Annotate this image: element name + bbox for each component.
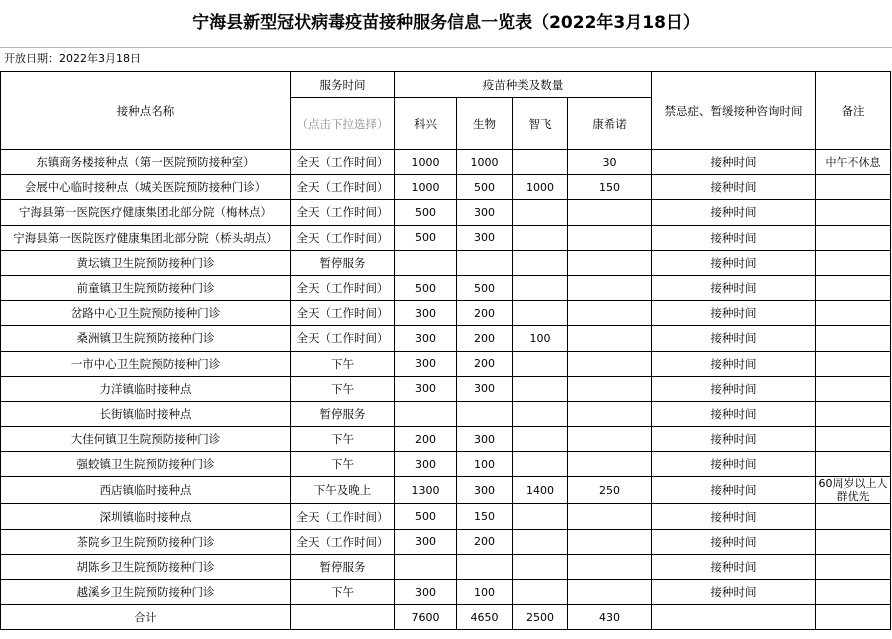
consult-cell: 接种时间 (652, 351, 816, 376)
site-name-cell: 会展中心临时接种点（城关医院预防接种门诊） (1, 175, 291, 200)
shengwu-cell: 300 (457, 376, 513, 401)
site-name-cell: 宁海县第一医院医疗健康集团北部分院（梅林点） (1, 200, 291, 225)
kangxinuo-cell (568, 529, 652, 554)
kangxinuo-cell (568, 427, 652, 452)
remark-cell: 中午不休息 (816, 150, 891, 175)
site-name-cell: 西店镇临时接种点 (1, 477, 291, 504)
remark-cell (816, 376, 891, 401)
service-time-cell[interactable]: 暂停服务 (291, 250, 395, 275)
zhifei-cell (513, 250, 568, 275)
shengwu-cell: 300 (457, 200, 513, 225)
page-title: 宁海县新型冠状病毒疫苗接种服务信息一览表（2022年3月18日） (0, 0, 892, 48)
header-kangxinuo: 康希诺 (568, 98, 652, 150)
service-time-cell[interactable]: 全天（工作时间） (291, 200, 395, 225)
shengwu-cell: 100 (457, 452, 513, 477)
total-zhifei: 2500 (513, 605, 568, 630)
consult-cell: 接种时间 (652, 175, 816, 200)
table-row (1, 250, 891, 275)
site-name-cell: 力洋镇临时接种点 (1, 376, 291, 401)
zhifei-cell (513, 150, 568, 175)
service-time-cell[interactable]: 全天（工作时间） (291, 275, 395, 300)
header-kexing: 科兴 (395, 98, 457, 150)
service-time-cell[interactable]: 下午 (291, 427, 395, 452)
vaccine-table (0, 71, 891, 630)
consult-cell: 接种时间 (652, 529, 816, 554)
zhifei-cell (513, 275, 568, 300)
service-time-cell[interactable]: 下午 (291, 580, 395, 605)
table-row (1, 504, 891, 529)
table-row (1, 401, 891, 426)
site-name-cell: 深圳镇临时接种点 (1, 504, 291, 529)
kexing-cell: 300 (395, 351, 457, 376)
site-name-cell: 长街镇临时接种点 (1, 401, 291, 426)
shengwu-cell: 300 (457, 225, 513, 250)
shengwu-cell (457, 554, 513, 579)
remark-cell (816, 452, 891, 477)
shengwu-cell: 200 (457, 529, 513, 554)
kangxinuo-cell (568, 580, 652, 605)
kexing-cell: 500 (395, 200, 457, 225)
zhifei-cell (513, 225, 568, 250)
kangxinuo-cell (568, 225, 652, 250)
kangxinuo-cell (568, 401, 652, 426)
consult-cell: 接种时间 (652, 275, 816, 300)
zhifei-cell (513, 351, 568, 376)
remark-cell (816, 427, 891, 452)
site-name-cell: 强蛟镇卫生院预防接种门诊 (1, 452, 291, 477)
table-row (1, 175, 891, 200)
kexing-cell (395, 554, 457, 579)
kangxinuo-cell (568, 200, 652, 225)
service-time-cell[interactable]: 全天（工作时间） (291, 529, 395, 554)
zhifei-cell (513, 529, 568, 554)
remark-cell (816, 250, 891, 275)
remark-cell: 60周岁以上人群优先 (816, 477, 891, 504)
kangxinuo-cell (568, 250, 652, 275)
shengwu-cell: 200 (457, 301, 513, 326)
shengwu-cell: 1000 (457, 150, 513, 175)
open-date: 开放日期：2022年3月18日 (4, 52, 141, 65)
total-kexing: 7600 (395, 605, 457, 630)
remark-cell (816, 275, 891, 300)
remark-cell (816, 175, 891, 200)
service-time-cell[interactable]: 全天（工作时间） (291, 301, 395, 326)
shengwu-cell: 200 (457, 326, 513, 351)
consult-cell: 接种时间 (652, 326, 816, 351)
remark-cell (816, 529, 891, 554)
remark-cell (816, 504, 891, 529)
kexing-cell: 500 (395, 504, 457, 529)
shengwu-cell: 500 (457, 275, 513, 300)
header-shengwu: 生物 (457, 98, 513, 150)
table-row (1, 554, 891, 579)
table-row (1, 275, 891, 300)
table-row (1, 301, 891, 326)
consult-cell: 接种时间 (652, 580, 816, 605)
kexing-cell: 500 (395, 275, 457, 300)
kexing-cell: 1000 (395, 175, 457, 200)
site-name-cell: 岔路中心卫生院预防接种门诊 (1, 301, 291, 326)
remark-cell (816, 301, 891, 326)
total-remark (816, 605, 891, 630)
service-time-cell[interactable]: 全天（工作时间） (291, 326, 395, 351)
consult-cell: 接种时间 (652, 200, 816, 225)
site-name-cell: 一市中心卫生院预防接种门诊 (1, 351, 291, 376)
kexing-cell: 300 (395, 580, 457, 605)
kexing-cell: 300 (395, 529, 457, 554)
table-row (1, 351, 891, 376)
shengwu-cell: 200 (457, 351, 513, 376)
zhifei-cell (513, 452, 568, 477)
service-time-cell[interactable]: 下午 (291, 351, 395, 376)
total-label: 合计 (1, 605, 291, 630)
site-name-cell: 大佳何镇卫生院预防接种门诊 (1, 427, 291, 452)
remark-cell (816, 401, 891, 426)
site-name-cell: 越溪乡卫生院预防接种门诊 (1, 580, 291, 605)
header-site: 接种点名称 (1, 72, 291, 150)
service-time-cell[interactable]: 全天（工作时间） (291, 225, 395, 250)
remark-cell (816, 554, 891, 579)
zhifei-cell (513, 200, 568, 225)
zhifei-cell (513, 301, 568, 326)
kangxinuo-cell: 150 (568, 175, 652, 200)
shengwu-cell (457, 401, 513, 426)
kangxinuo-cell: 30 (568, 150, 652, 175)
service-time-cell[interactable]: 下午及晚上 (291, 477, 395, 504)
consult-cell: 接种时间 (652, 301, 816, 326)
site-name-cell: 胡陈乡卫生院预防接种门诊 (1, 554, 291, 579)
kexing-cell: 300 (395, 301, 457, 326)
zhifei-cell (513, 580, 568, 605)
kexing-cell: 300 (395, 452, 457, 477)
consult-cell: 接种时间 (652, 150, 816, 175)
consult-cell: 接种时间 (652, 250, 816, 275)
total-consult (652, 605, 816, 630)
zhifei-cell: 1000 (513, 175, 568, 200)
consult-cell: 接种时间 (652, 452, 816, 477)
zhifei-cell: 100 (513, 326, 568, 351)
consult-cell: 接种时间 (652, 477, 816, 504)
total-kangxinuo: 430 (568, 605, 652, 630)
service-time-cell[interactable]: 全天（工作时间） (291, 504, 395, 529)
table-row (1, 225, 891, 250)
zhifei-cell: 1400 (513, 477, 568, 504)
header-service-time: 服务时间 (291, 72, 395, 98)
site-name-cell: 东镇商务楼接种点（第一医院预防接种室） (1, 150, 291, 175)
site-name-cell: 桑洲镇卫生院预防接种门诊 (1, 326, 291, 351)
table-row (1, 427, 891, 452)
service-time-cell[interactable]: 暂停服务 (291, 401, 395, 426)
kangxinuo-cell: 250 (568, 477, 652, 504)
header-zhifei: 智飞 (513, 98, 568, 150)
kangxinuo-cell (568, 504, 652, 529)
table-row (1, 150, 891, 175)
shengwu-cell: 300 (457, 477, 513, 504)
site-name-cell: 茶院乡卫生院预防接种门诊 (1, 529, 291, 554)
kangxinuo-cell (568, 452, 652, 477)
consult-cell: 接种时间 (652, 554, 816, 579)
kangxinuo-cell (568, 351, 652, 376)
total-time (291, 605, 395, 630)
header-remark: 备注 (816, 72, 891, 150)
table-row (1, 326, 891, 351)
zhifei-cell (513, 427, 568, 452)
total-row (1, 605, 891, 630)
site-name-cell: 宁海县第一医院医疗健康集团北部分院（桥头胡点） (1, 225, 291, 250)
header-consult: 禁忌症、暂缓接种咨询时间 (652, 72, 816, 150)
consult-cell: 接种时间 (652, 401, 816, 426)
service-time-cell[interactable]: 下午 (291, 452, 395, 477)
kexing-cell (395, 250, 457, 275)
site-name-cell: 黄坛镇卫生院预防接种门诊 (1, 250, 291, 275)
table-row (1, 200, 891, 225)
consult-cell: 接种时间 (652, 225, 816, 250)
consult-cell: 接种时间 (652, 427, 816, 452)
kangxinuo-cell (568, 326, 652, 351)
remark-cell (816, 580, 891, 605)
kexing-cell: 200 (395, 427, 457, 452)
shengwu-cell: 300 (457, 427, 513, 452)
header-vaccine-group: 疫苗种类及数量 (395, 72, 652, 98)
consult-cell: 接种时间 (652, 376, 816, 401)
kexing-cell: 300 (395, 326, 457, 351)
table-row (1, 376, 891, 401)
kangxinuo-cell (568, 301, 652, 326)
remark-cell (816, 225, 891, 250)
service-time-cell[interactable]: 全天（工作时间） (291, 150, 395, 175)
service-time-cell[interactable]: 下午 (291, 376, 395, 401)
kexing-cell: 500 (395, 225, 457, 250)
zhifei-cell (513, 554, 568, 579)
table-row (1, 477, 891, 504)
consult-cell: 接种时间 (652, 504, 816, 529)
service-time-dropdown-hint[interactable]: （点击下拉选择） (291, 98, 395, 150)
table-row (1, 529, 891, 554)
remark-cell (816, 326, 891, 351)
total-shengwu: 4650 (457, 605, 513, 630)
zhifei-cell (513, 376, 568, 401)
service-time-cell[interactable]: 暂停服务 (291, 554, 395, 579)
kangxinuo-cell (568, 275, 652, 300)
site-name-cell: 前童镇卫生院预防接种门诊 (1, 275, 291, 300)
zhifei-cell (513, 504, 568, 529)
service-time-cell[interactable]: 全天（工作时间） (291, 175, 395, 200)
kexing-cell: 300 (395, 376, 457, 401)
table-row (1, 452, 891, 477)
kangxinuo-cell (568, 554, 652, 579)
shengwu-cell (457, 250, 513, 275)
shengwu-cell: 150 (457, 504, 513, 529)
shengwu-cell: 500 (457, 175, 513, 200)
table-row (1, 580, 891, 605)
kangxinuo-cell (568, 376, 652, 401)
shengwu-cell: 100 (457, 580, 513, 605)
kexing-cell (395, 401, 457, 426)
zhifei-cell (513, 401, 568, 426)
remark-cell (816, 200, 891, 225)
remark-cell (816, 351, 891, 376)
kexing-cell: 1000 (395, 150, 457, 175)
kexing-cell: 1300 (395, 477, 457, 504)
